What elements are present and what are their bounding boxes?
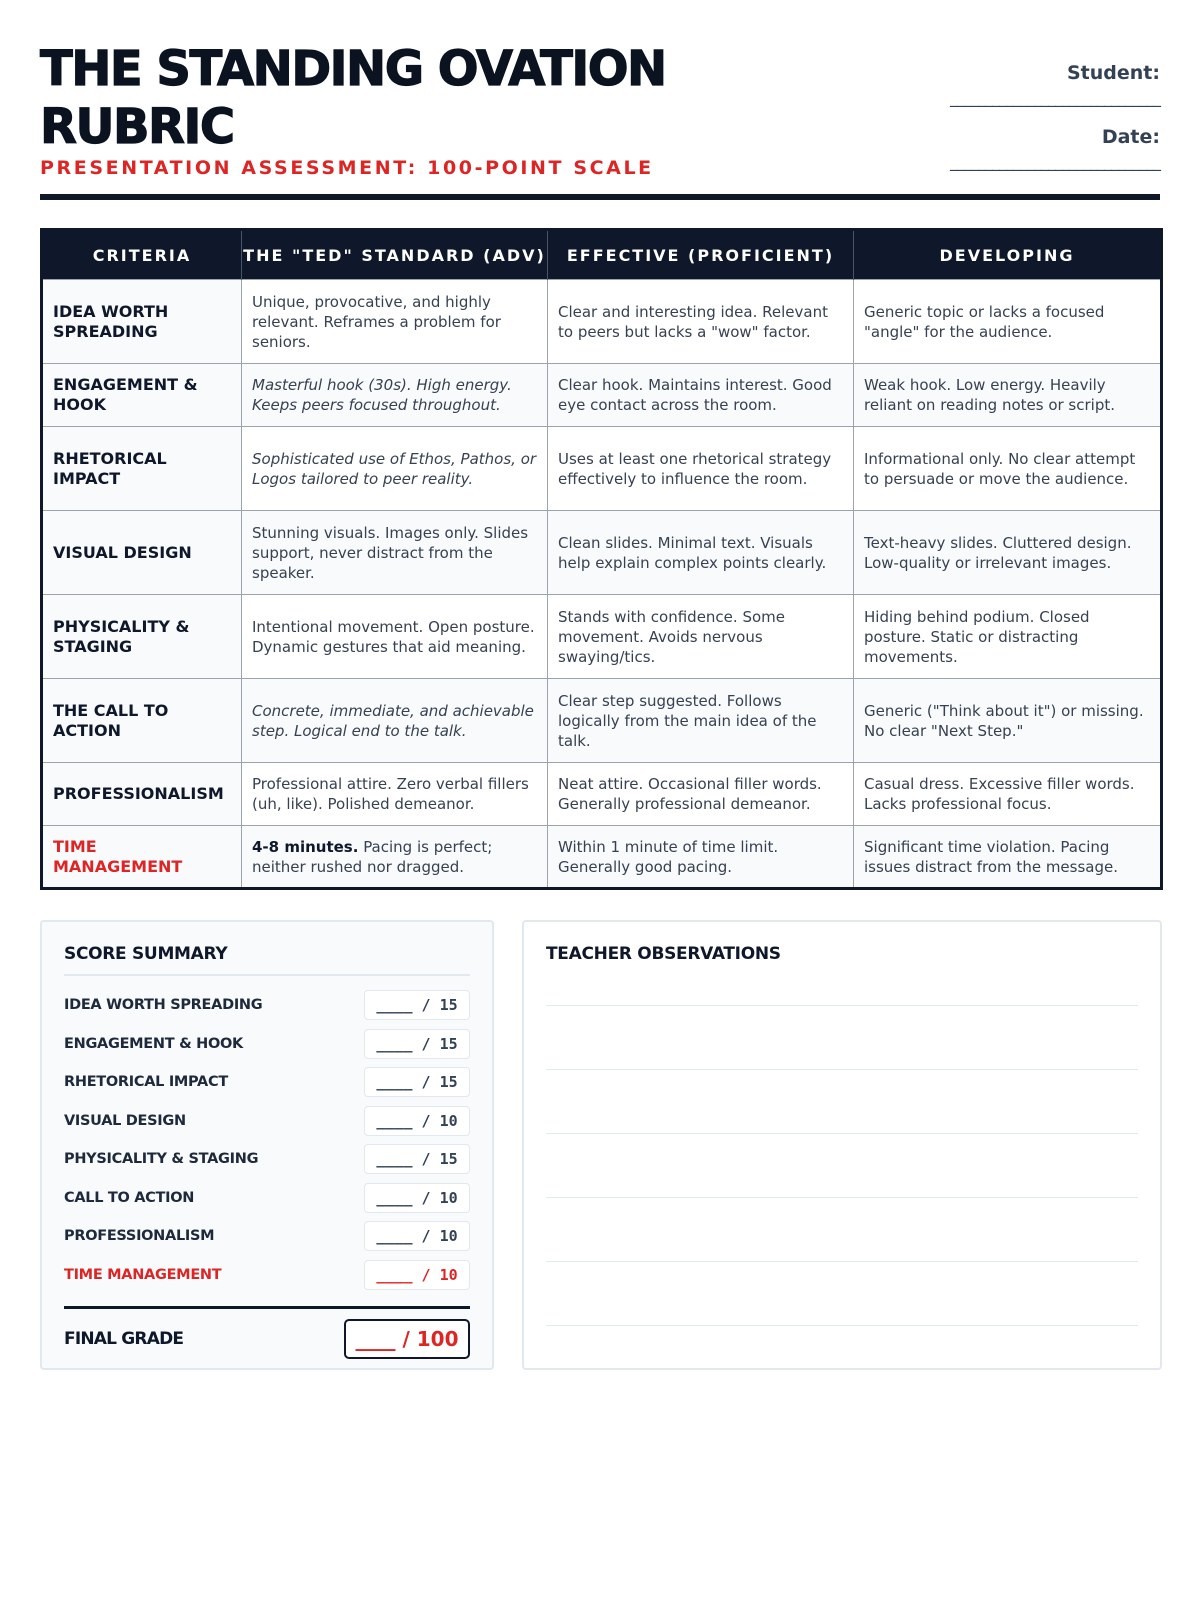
column-header: EFFECTIVE (PROFICIENT) [548, 230, 854, 280]
criteria-cell: IDEA WORTH SPREADING [42, 280, 242, 364]
advanced-cell: Stunning visuals. Images only. Slides support, never distract from the speaker. [242, 511, 548, 595]
score-field[interactable]: ____ / 10 [364, 1106, 470, 1136]
developing-cell: Casual dress. Excessive filler words. Lacks professional focus. [854, 763, 1162, 826]
final-grade-label: FINAL GRADE [64, 1329, 184, 1349]
score-field[interactable]: ____ / 15 [364, 1029, 470, 1059]
page-header [40, 40, 1160, 200]
table-row [42, 763, 1162, 826]
table-row [42, 595, 1162, 679]
score-row [64, 1102, 470, 1141]
score-summary-panel [40, 920, 494, 1370]
developing-cell: Hiding behind podium. Closed posture. Static or distracting movements. [854, 595, 1162, 679]
time-range-text: 4-8 minutes. [252, 837, 359, 856]
student-label: Student: [1067, 62, 1160, 84]
writing-line[interactable] [546, 1262, 1138, 1326]
writing-line[interactable] [546, 1070, 1138, 1134]
teacher-observations-panel [522, 920, 1162, 1370]
rubric-header-row [42, 230, 1162, 280]
score-row [64, 986, 470, 1025]
proficient-cell: Clear hook. Maintains interest. Good eye contact across the room. [548, 364, 854, 427]
student-meta [800, 62, 1160, 190]
advanced-cell: Sophisticated use of Ethos, Pathos, or Logos tailored to peer reality. [242, 427, 548, 511]
writing-line[interactable] [546, 964, 1138, 1006]
table-row [42, 280, 1162, 364]
score-field[interactable]: ____ / 10 [364, 1260, 470, 1290]
score-row [64, 1140, 470, 1179]
score-row [64, 1025, 470, 1064]
score-row [64, 1179, 470, 1218]
final-grade-field[interactable]: ____ / 100 [344, 1319, 470, 1359]
advanced-cell: Intentional movement. Open posture. Dynamic gestures that aid meaning. [242, 595, 548, 679]
criteria-cell: VISUAL DESIGN [42, 511, 242, 595]
criteria-cell: THE CALL TO ACTION [42, 679, 242, 763]
proficient-cell: Uses at least one rhetorical strategy effectively to influence the room. [548, 427, 854, 511]
score-label: IDEA WORTH SPREADING [64, 997, 263, 1014]
criteria-cell: RHETORICAL IMPACT [42, 427, 242, 511]
score-field[interactable]: ____ / 10 [364, 1183, 470, 1213]
developing-cell: Significant time violation. Pacing issues distract from the message. [854, 826, 1162, 889]
score-label: PHYSICALITY & STAGING [64, 1151, 259, 1168]
developing-cell: Weak hook. Low energy. Heavily reliant on reading notes or script. [854, 364, 1162, 427]
score-field[interactable]: ____ / 15 [364, 1144, 470, 1174]
table-row [42, 679, 1162, 763]
score-label: PROFESSIONALISM [64, 1228, 215, 1245]
score-row [64, 1217, 470, 1256]
advanced-cell: Concrete, immediate, and achievable step. Logical end to the talk. [242, 679, 548, 763]
table-row [42, 511, 1162, 595]
score-field[interactable]: ____ / 15 [364, 1067, 470, 1097]
score-summary-title: SCORE SUMMARY [64, 944, 470, 976]
proficient-cell: Stands with confidence. Some movement. Avoids nervous swaying/tics. [548, 595, 854, 679]
date-row [800, 126, 1160, 190]
score-label: CALL TO ACTION [64, 1189, 195, 1206]
advanced-cell: Masterful hook (30s). High energy. Keeps peers focused throughout. [242, 364, 548, 427]
developing-cell: Generic ("Think about it") or missing. No clear "Next Step." [854, 679, 1162, 763]
observations-title: TEACHER OBSERVATIONS [546, 944, 781, 964]
proficient-cell: Clear and interesting idea. Relevant to peers but lacks a "wow" factor. [548, 280, 854, 364]
final-grade-row [64, 1306, 470, 1359]
page-title: THE STANDING OVATION RUBRIC [40, 41, 666, 155]
table-row [42, 364, 1162, 427]
rubric-table [40, 228, 1163, 890]
developing-cell: Informational only. No clear attempt to persuade or move the audience. [854, 427, 1162, 511]
score-field[interactable]: ____ / 10 [364, 1221, 470, 1251]
criteria-cell: ENGAGEMENT & HOOK [42, 364, 242, 427]
score-label: TIME MANAGEMENT [64, 1266, 222, 1283]
writing-line[interactable] [546, 1006, 1138, 1070]
column-header: CRITERIA [42, 230, 242, 280]
advanced-cell: Unique, provocative, and highly relevant. Reframes a problem for seniors. [242, 280, 548, 364]
proficient-cell: Neat attire. Occasional filler words. Generally professional demeanor. [548, 763, 854, 826]
proficient-cell: Clear step suggested. Follows logically from the main idea of the talk. [548, 679, 854, 763]
score-label: ENGAGEMENT & HOOK [64, 1035, 243, 1052]
table-row [42, 826, 1162, 889]
developing-cell: Generic topic or lacks a focused "angle" for the audience. [854, 280, 1162, 364]
proficient-cell: Within 1 minute of time limit. Generally good pacing. [548, 826, 854, 889]
advanced-cell-text: Pacing is perfect; neither rushed nor dragged. [252, 837, 493, 876]
proficient-cell: Clean slides. Minimal text. Visuals help explain complex points clearly. [548, 511, 854, 595]
advanced-cell: Professional attire. Zero verbal fillers (uh, like). Polished demeanor. [242, 763, 548, 826]
column-header: THE "TED" STANDARD (ADV) [242, 230, 548, 280]
writing-line[interactable] [546, 1198, 1138, 1262]
student-name-field[interactable]: ______________________________ [950, 88, 1160, 107]
criteria-cell: TIME MANAGEMENT [42, 826, 242, 889]
page-subtitle: PRESENTATION ASSESSMENT: 100-POINT SCALE [40, 157, 654, 179]
writing-line[interactable] [546, 1134, 1138, 1198]
score-row [64, 1256, 470, 1295]
date-field[interactable]: ______________________________ [950, 152, 1160, 171]
column-header: DEVELOPING [854, 230, 1162, 280]
criteria-cell: PROFESSIONALISM [42, 763, 242, 826]
score-label: VISUAL DESIGN [64, 1112, 186, 1129]
table-row [42, 427, 1162, 511]
score-label: RHETORICAL IMPACT [64, 1074, 228, 1091]
student-row [800, 62, 1160, 126]
advanced-cell [242, 826, 548, 889]
score-field[interactable]: ____ / 15 [364, 990, 470, 1020]
score-row [64, 1063, 470, 1102]
criteria-cell: PHYSICALITY & STAGING [42, 595, 242, 679]
date-label: Date: [1101, 126, 1160, 148]
developing-cell: Text-heavy slides. Cluttered design. Low-quality or irrelevant images. [854, 511, 1162, 595]
